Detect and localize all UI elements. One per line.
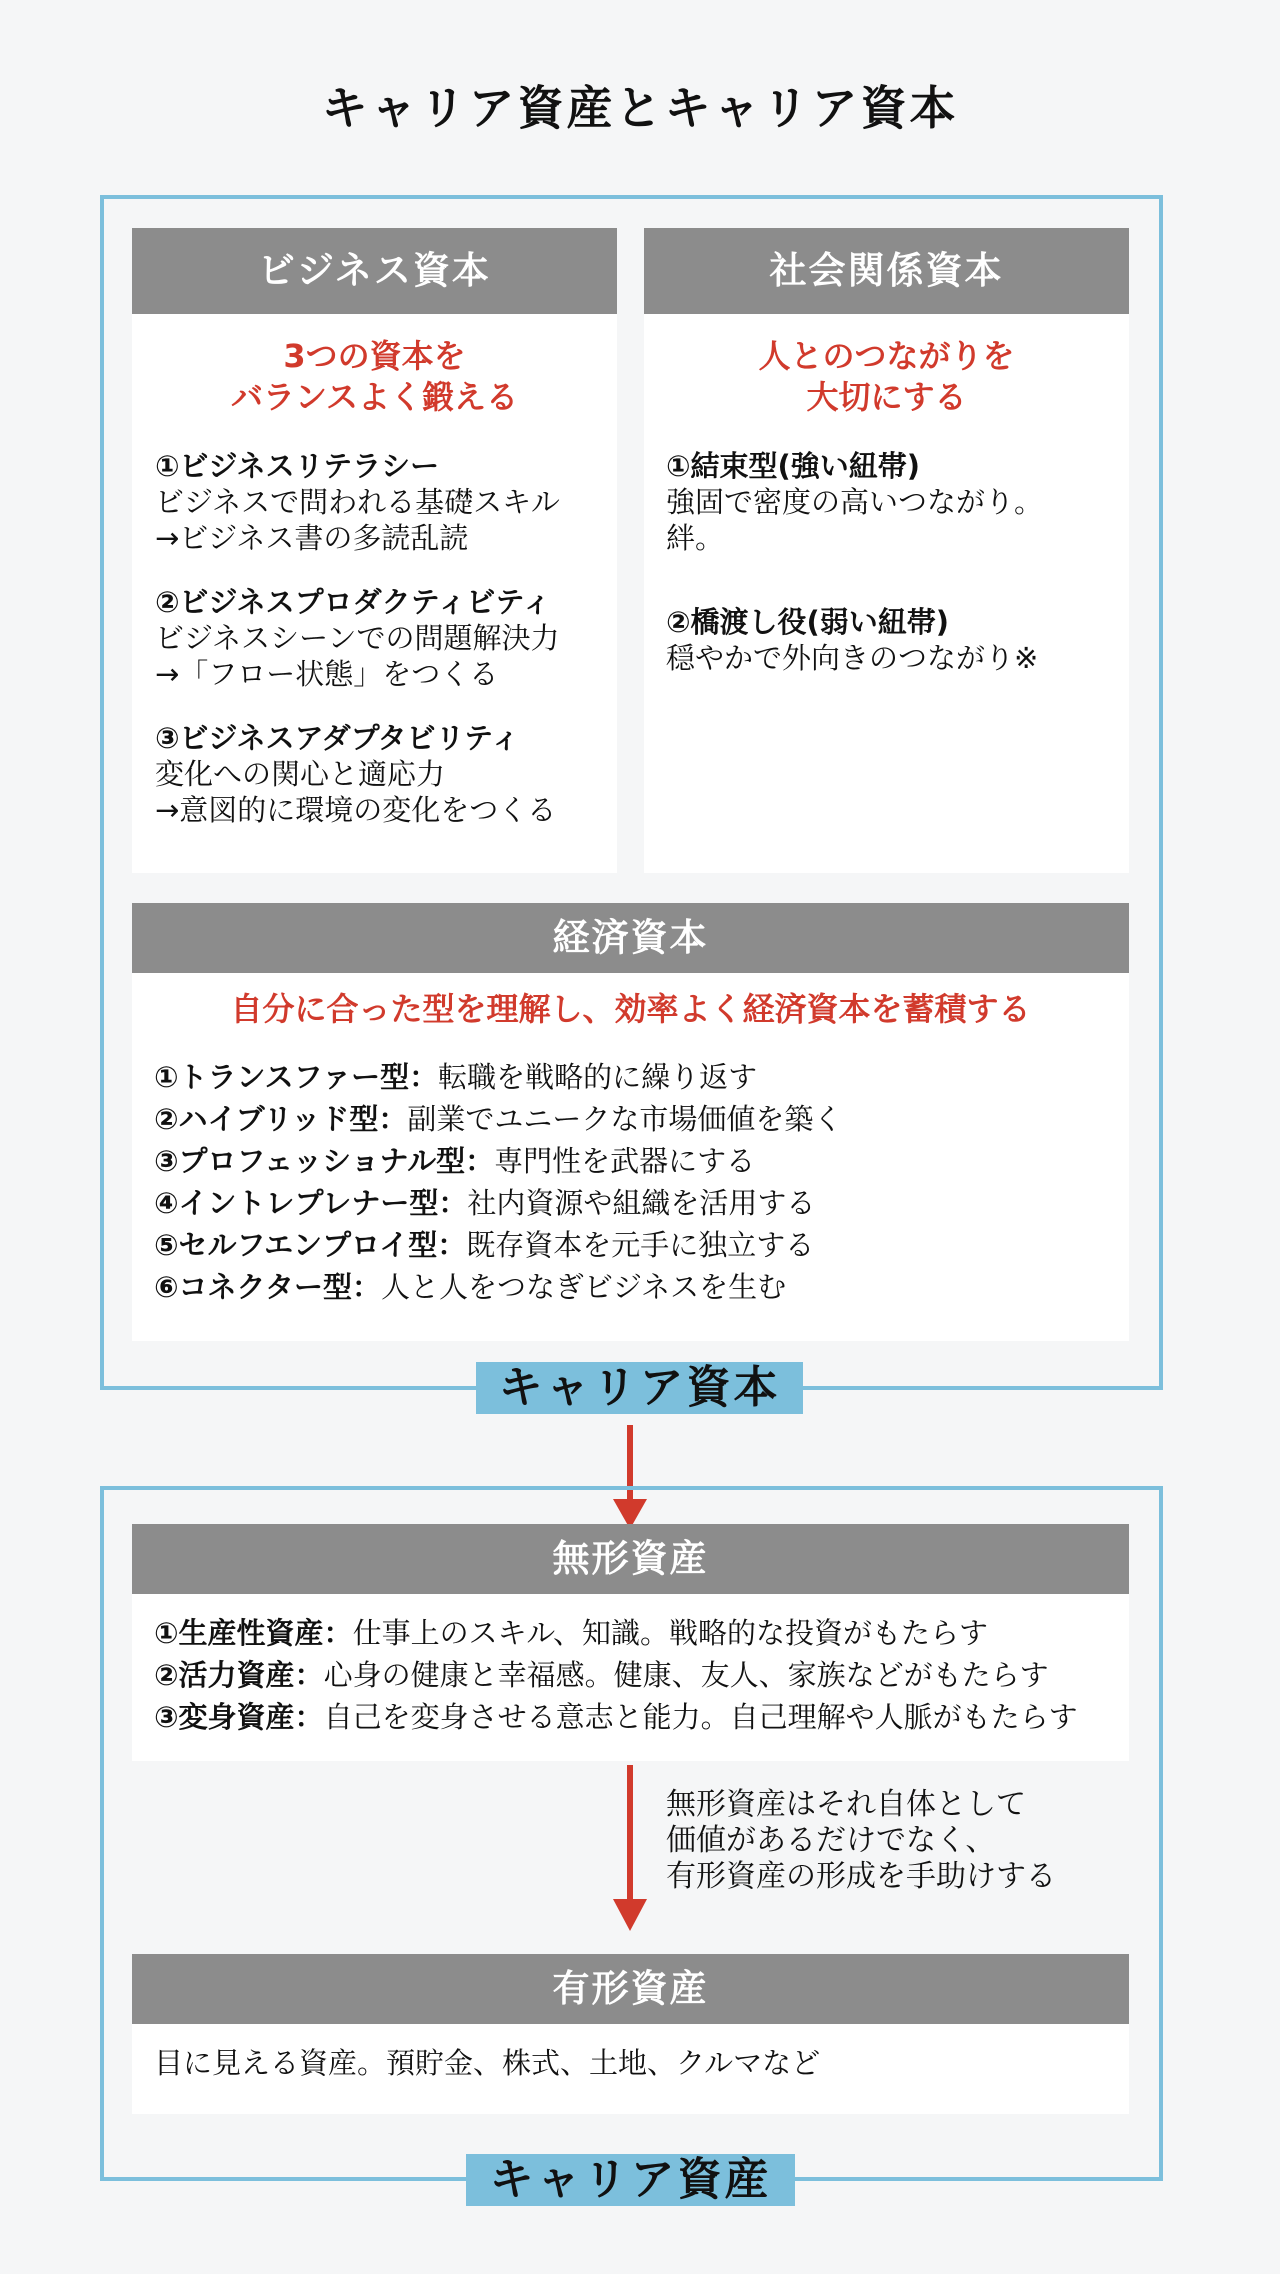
intangible-assets-header: 無形資産 xyxy=(132,1524,1129,1594)
economic-capital-subhead: 自分に合った型を理解し、効率よく経済資本を蓄積する xyxy=(230,990,1031,1028)
intangible-to-tangible-arrow xyxy=(600,1765,660,1935)
social-capital-items xyxy=(666,448,1129,676)
subhead-line: 3つの資本を xyxy=(283,337,466,375)
economic-item xyxy=(154,1182,1129,1224)
subhead-line: バランスよく鍛える xyxy=(230,378,519,416)
social-item xyxy=(666,448,1129,556)
business-item-line: →意図的に環境の変化をつくる xyxy=(155,793,557,827)
business-item-title: ①ビジネスリテラシー xyxy=(155,449,440,483)
intangible-item-desc: 仕事上のスキル、知識。戦略的な投資がもたらす xyxy=(352,1616,988,1650)
tangible-assets-card xyxy=(132,1954,1129,2114)
subhead-line: 大切にする xyxy=(806,378,967,416)
economic-capital-card xyxy=(132,903,1129,1341)
business-capital-subhead xyxy=(132,336,617,418)
intangible-assets-card xyxy=(132,1524,1129,1761)
social-item-line: 穏やかで外向きのつながり※ xyxy=(666,641,1039,675)
tangible-assets-text: 目に見える資産。預貯金、株式、土地、クルマなど xyxy=(154,2046,821,2080)
intangible-item xyxy=(154,1696,1129,1738)
economic-capital-header: 経済資本 xyxy=(132,903,1129,973)
social-item-title: ①結束型(強い紐帯) xyxy=(666,449,921,483)
career-assets-label: キャリア資産 xyxy=(466,2154,795,2206)
subhead-line: 人とのつながりを xyxy=(758,337,1015,375)
intangible-item-desc: 心身の健康と幸福感。健康、友人、家族などがもたらす xyxy=(323,1658,1049,1692)
intangible-item-type: ①生産性資産： xyxy=(154,1616,353,1650)
business-item-line: 変化への関心と適応力 xyxy=(155,757,446,791)
business-capital-header: ビジネス資本 xyxy=(132,228,617,314)
intangible-item-desc: 自己を変身させる意志と能力。自己理解や人脈がもたらす xyxy=(323,1700,1078,1734)
economic-item xyxy=(154,1266,1129,1308)
economic-item xyxy=(154,1098,1129,1140)
economic-capital-items xyxy=(154,1056,1129,1308)
note-line: 有形資産の形成を手助けする xyxy=(666,1859,1056,1894)
note-line: 無形資産はそれ自体として xyxy=(666,1787,1026,1822)
intangible-item xyxy=(154,1612,1129,1654)
intangible-assets-items xyxy=(154,1612,1129,1738)
social-item-line: 強固で密度の高いつながり。 xyxy=(666,485,1044,519)
business-item-line: →「フロー状態」をつくる xyxy=(155,657,499,691)
page-title: キャリア資産とキャリア資本 xyxy=(321,81,959,135)
intangible-item-type: ③変身資産： xyxy=(154,1700,324,1734)
note-line: 価値があるだけでなく、 xyxy=(666,1823,996,1858)
economic-item-type: ③プロフェッショナル型： xyxy=(154,1144,495,1178)
tangible-assets-header: 有形資産 xyxy=(132,1954,1129,2024)
economic-item xyxy=(154,1140,1129,1182)
economic-item-desc: 人と人をつなぎビジネスを生む xyxy=(380,1270,787,1304)
business-item-line: ビジネスシーンでの問題解決力 xyxy=(155,621,560,655)
intangible-item xyxy=(154,1654,1129,1696)
economic-item-type: ②ハイブリッド型： xyxy=(154,1102,408,1136)
intangible-item-type: ②活力資産： xyxy=(154,1658,324,1692)
social-capital-subhead xyxy=(644,336,1129,418)
economic-item xyxy=(154,1224,1129,1266)
economic-item-desc: 副業でユニークな市場価値を築く xyxy=(407,1102,843,1136)
social-item-line: 絆。 xyxy=(666,521,725,555)
business-item-line: ビジネスで問われる基礎スキル xyxy=(155,485,560,519)
social-item xyxy=(666,604,1129,676)
economic-item-desc: 専門性を武器にする xyxy=(494,1144,756,1178)
intangible-note xyxy=(666,1787,1056,1895)
economic-item-type: ④イントレプレナー型： xyxy=(154,1186,468,1220)
economic-item-desc: 既存資本を元手に独立する xyxy=(466,1228,815,1262)
social-capital-header: 社会関係資本 xyxy=(644,228,1129,314)
career-capital-label: キャリア資本 xyxy=(476,1362,803,1414)
business-capital-items xyxy=(155,448,617,828)
business-item-line: →ビジネス書の多読乱読 xyxy=(155,521,469,555)
economic-item-type: ①トランスファー型： xyxy=(154,1060,439,1094)
economic-item-type: ⑥コネクター型： xyxy=(154,1270,381,1304)
business-item xyxy=(155,448,617,556)
business-item xyxy=(155,720,617,828)
economic-item xyxy=(154,1056,1129,1098)
business-item-title: ②ビジネスプロダクティビティ xyxy=(155,585,552,619)
economic-item-desc: 社内資源や組織を活用する xyxy=(467,1186,816,1220)
business-capital-card xyxy=(132,228,617,873)
social-item-title: ②橋渡し役(弱い紐帯) xyxy=(666,605,950,639)
business-item-title: ③ビジネスアダプタビリティ xyxy=(155,721,520,755)
social-capital-card xyxy=(644,228,1129,873)
business-item xyxy=(155,584,617,692)
economic-item-type: ⑤セルフエンプロイ型： xyxy=(154,1228,467,1262)
economic-item-desc: 転職を戦略的に繰り返す xyxy=(438,1060,758,1094)
